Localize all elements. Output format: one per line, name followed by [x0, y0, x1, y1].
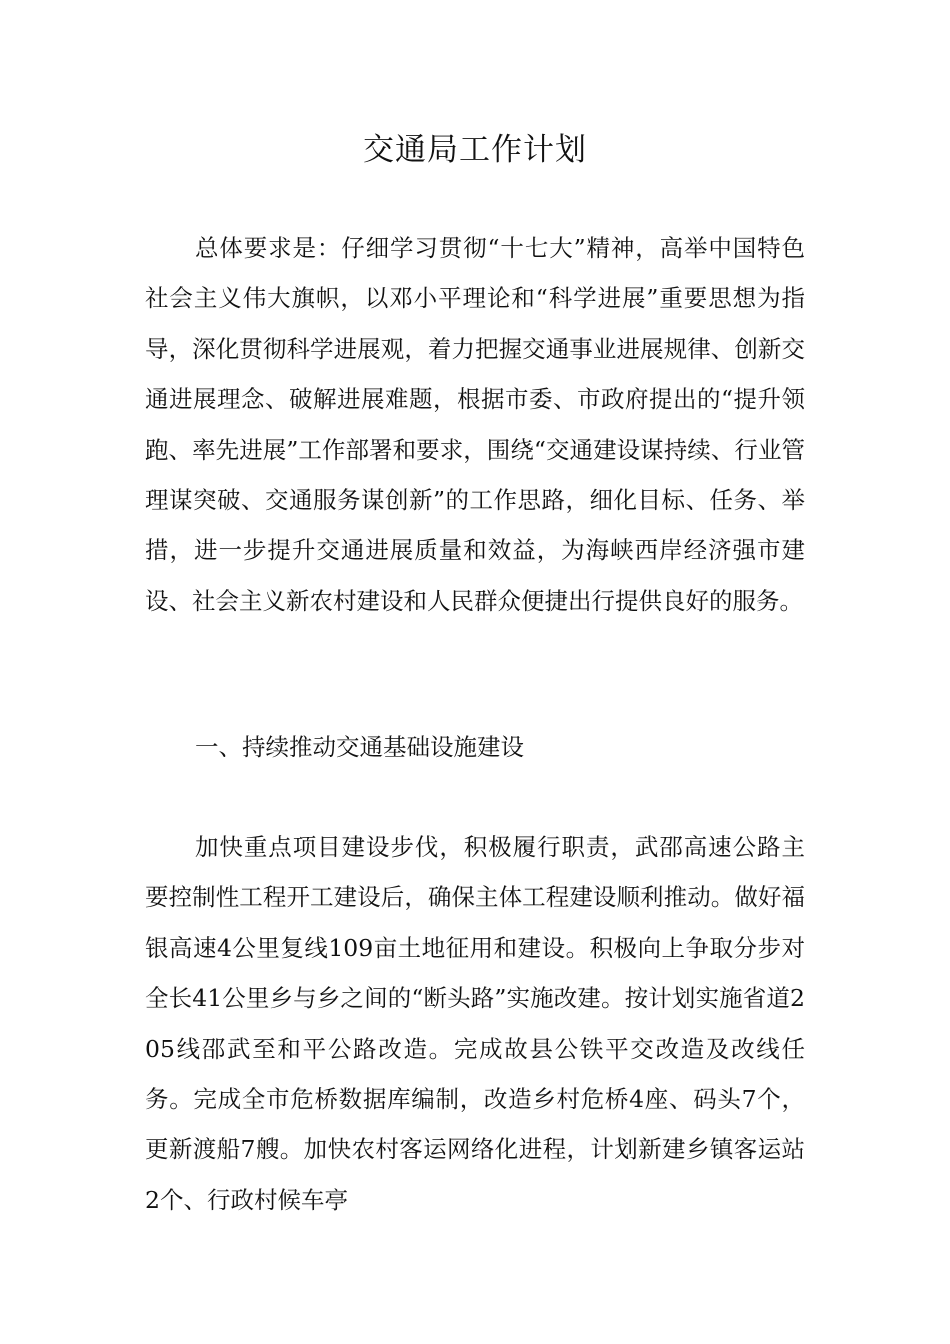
- intro-paragraph: 总体要求是：仔细学习贯彻“十七大”精神，高举中国特色社会主义伟大旗帜，以邓小平理论和“科学进展”重要思想为指导，深化贯彻科学进展观，着力把握交通事业进展规律、创新交通进展理念、破解进展难题，根据市委、市政府提出的“提升领跑、率先进展”工作部署和要求，围绕“交通建设谋持续、行业管理谋突破、交通服务谋创新”的工作思路，细化目标、任务、举措，进一步提升交通进展质量和效益，为海峡西岸经济强市建设、社会主义新农村建设和人民群众便捷出行提供良好的服务。: [145, 234, 805, 615]
- section-heading: 一、持续推动交通基础设施建设: [195, 733, 524, 761]
- section-paragraph: 加快重点项目建设步伐，积极履行职责，武邵高速公路主要控制性工程开工建设后，确保主体工程建设顺利推动。做好福银高速4公里复线109亩土地征用和建设。积极向上争取分步对全长41公里乡与乡之间的“断头路”实施改建。按计划实施省道205线邵武至和平公路改造。完成故县公铁平交改造及改线任务。完成全市危桥数据库编制，改造乡村危桥4座、码头7个，更新渡船7艘。加快农村客运网络化进程，计划新建乡镇客运站2个、行政村候车亭: [145, 833, 805, 1214]
- document-title: 交通局工作计划: [363, 132, 587, 168]
